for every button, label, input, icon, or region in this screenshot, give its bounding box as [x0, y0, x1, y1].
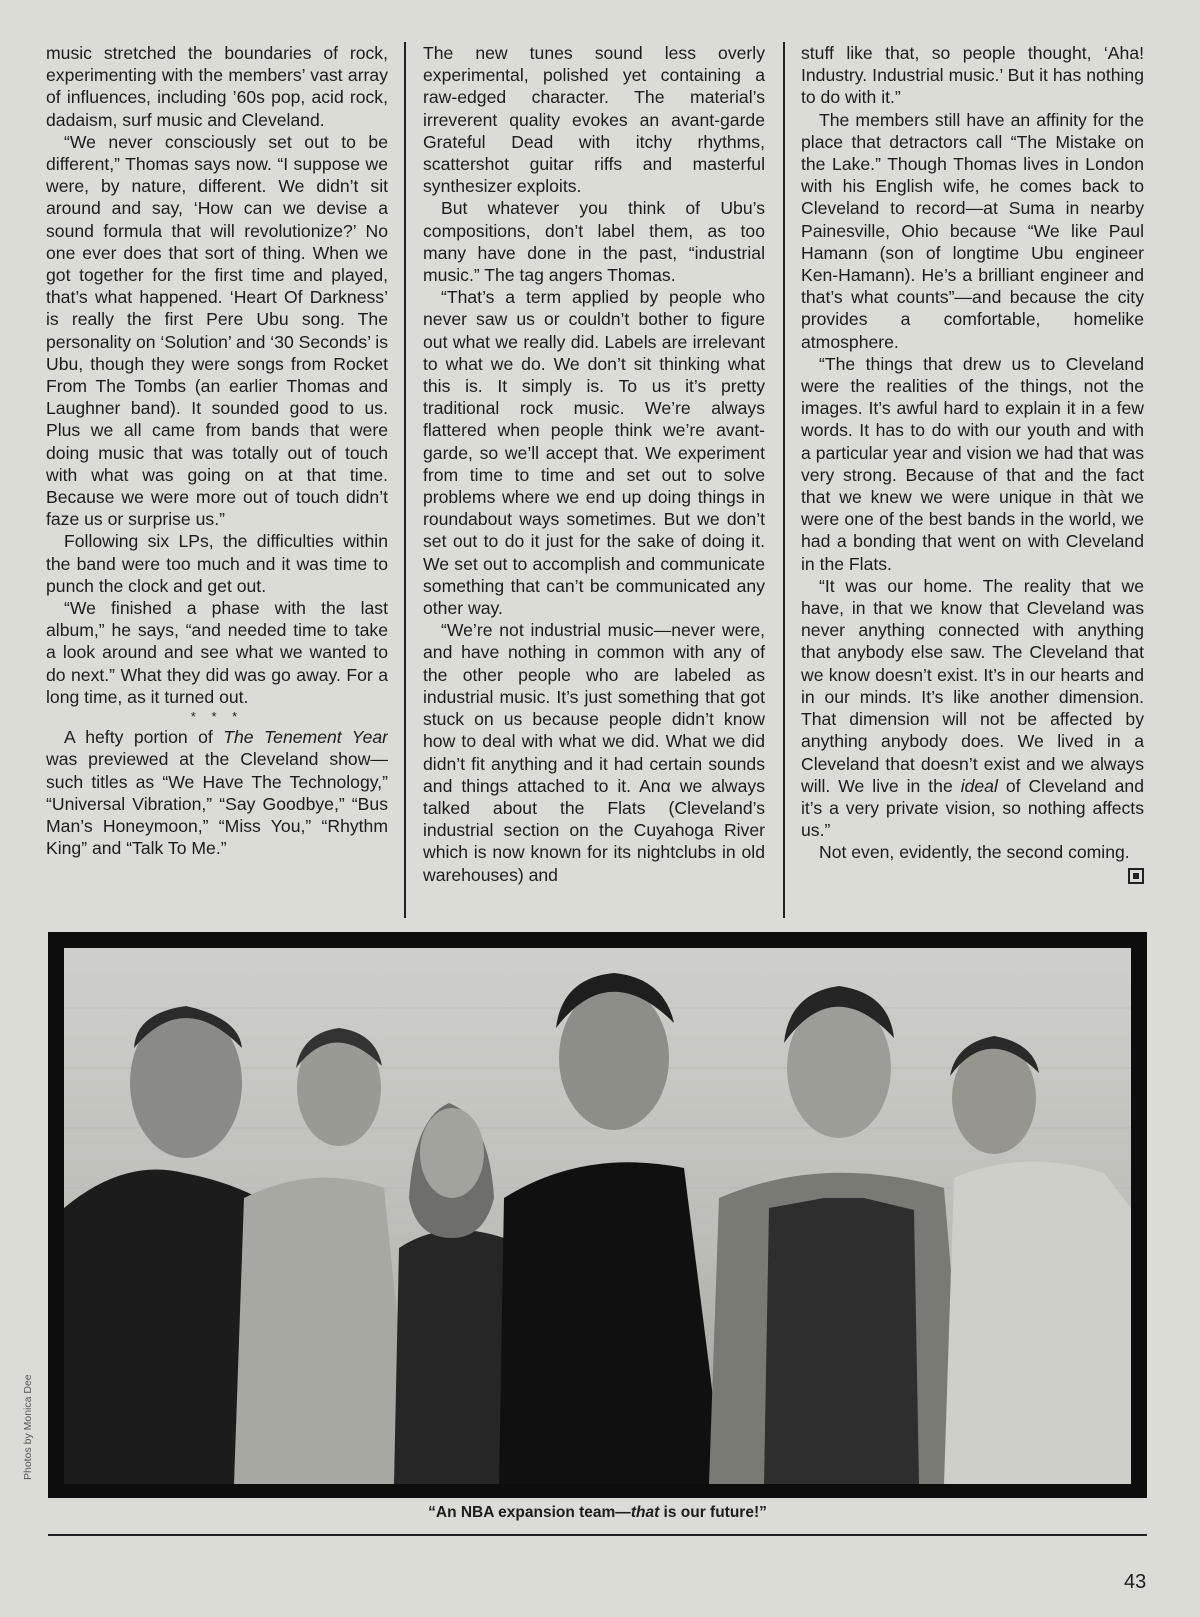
paragraph: “We finished a phase with the last album,” he says, “and needed time to take a look around and see what we wanted to do next.” What they did was go away. For a long time, as it turned out. [46, 598, 388, 707]
paragraph: “The things that drew us to Cleveland were the realities of the things, not the images. It’s awful hard to explain it in a few words. It has to do with our youth and with a particular year and vision we had that was very strong. Because of that and the fact that we knew we were unique in thàt we were one of the best bands in the world, we had a bonding that went on with Cleveland in the Flats. [801, 353, 1144, 574]
paragraph [801, 575, 1144, 841]
column-divider [783, 42, 785, 918]
caption-text: is our future!” [659, 1504, 767, 1521]
text-run: was previewed at the Cleveland show—such titles as “We Have The Technology,” “Universal Vibration,” “Say Goodbye,” “Bus Man’s Honeymoon,” “Miss You,” “Rhythm King” and “Talk To Me.” [46, 749, 388, 859]
band-member-6 [944, 1036, 1131, 1484]
band-member-4 [499, 973, 724, 1484]
paragraph: But whatever you think of Ubu’s compositions, don’t label them, as too many have done in the past, “industrial music.” The tag angers Thomas. [423, 198, 765, 286]
album-title: The Tenement Year [223, 727, 388, 748]
end-of-article-icon [1128, 868, 1144, 884]
paragraph: stuff like that, so people thought, ‘Aha! Industry. Industrial music.’ But it has nothing to do with it.” [801, 43, 1144, 108]
article-column-3 [801, 42, 1144, 922]
paragraph: The new tunes sound less overly experimental, polished yet containing a raw-edged character. The material’s irreverent quality evokes an avant-garde Grateful Dead with itchy rhythms, scattershot guitar riffs and masterful synthesizer exploits. [423, 43, 765, 197]
column-divider [404, 42, 406, 918]
photo-caption [48, 1504, 1147, 1522]
text-run: Not even, evidently, the second coming. [819, 842, 1130, 863]
page-number: 43 [1124, 1571, 1147, 1593]
footer-rule [48, 1534, 1147, 1536]
article-column-2 [423, 42, 765, 922]
paragraph: The members still have an affinity for the place that detractors call “The Mistake on the Lake.” Though Thomas lives in London with his English wife, he comes back to Cleveland to record—at Suma in nearby Painesville, Ohio because “We like Paul Hamann (son of longtime Ubu engineer Ken-Hamann). He’s a brilliant engineer and that’s what counts”—and because the city provides a comfortable, homelike atmosphere. [801, 109, 1144, 352]
band-photo-illustration [64, 948, 1131, 1484]
band-member-2 [234, 1028, 414, 1484]
paragraph: “That’s a term applied by people who never saw us or couldn’t bother to figure out what we really did. Labels are irrelevant to what we do. We don’t sit thinking what this is. It simply is. To us it’s pretty traditional rock music. We’re always flattered when people think we’re avant-garde, so we’ll accept that. We experiment from time to time and set out to solve problems where we end up doing things in roundabout ways sometimes. But we don’t set out to do it just for the sake of doing it. We set out to accomplish and communicate something that can’t be communicated any other way. [423, 287, 765, 619]
section-break: * * * [190, 709, 244, 725]
emphasis: ideal [960, 775, 998, 796]
caption-emphasis: that [630, 1504, 660, 1521]
text-run: A hefty portion of [64, 727, 213, 748]
text-run: “It was our home. The reality that we have, in that we know that Cleveland was never anything connected with anything that anybody else saw. The Cleveland that we know doesn’t exist. It’s in our hearts and in our minds. It’s like another dimension. That dimension will not be affected by anything anybody does. We lived in a Cleveland that doesn’t exist and we always will. We live in the [801, 575, 1144, 796]
paragraph: Following six LPs, the difficulties within the band were too much and it was time to punch the clock and get out. [46, 531, 388, 596]
article-column-1 [46, 42, 388, 922]
text-run: of Cleveland and it’s a very private vision, so nothing affects us.” [801, 775, 1144, 841]
photo-credit: Photos by Monica Dee [22, 1374, 34, 1480]
paragraph: “We never consciously set out to be different,” Thomas says now. “I suppose we were, by nature, different. We didn’t sit around and say, ‘How can we devise a sound formula that will revolutionize?’ No one ever does that sort of thing. When we got together for the first time and played, that’s what happened. ‘Heart Of Darkness’ is really the first Pere Ubu song. The personality on ‘Solution’ and ‘30 Seconds’ is Ubu, though they were songs from Rocket From The Tombs (an earlier Thomas and Laughner band). It sounded good to us. Plus we all came from bands that were doing music that was totally out of touch with what was going on at that time. Because we were more out of touch didn’t faze us or surprise us.” [46, 131, 388, 530]
paragraph: music stretched the boundaries of rock, experimenting with the members’ vast array of influences, including ’60s pop, acid rock, dadaism, surf music and Cleveland. [46, 43, 388, 130]
band-member-5 [709, 986, 969, 1484]
paragraph: “We’re not industrial music—never were, and have nothing in common with any of the other people who are labeled as industrial music. It’s just something that got stuck on us because people didn’t know how to deal with what we did. What we did didn’t fit anything and it had certain sounds and things attached to it. Anα we always talked about the Flats (Cleveland’s industrial section on the Cuyahoga River which is now known for its nightclubs in old warehouses) and [423, 620, 765, 885]
paragraph [46, 726, 388, 859]
band-photo-frame [48, 932, 1147, 1498]
caption-text: “An NBA expansion team— [428, 1504, 631, 1521]
paragraph [801, 841, 1144, 863]
band-photo [64, 948, 1131, 1484]
